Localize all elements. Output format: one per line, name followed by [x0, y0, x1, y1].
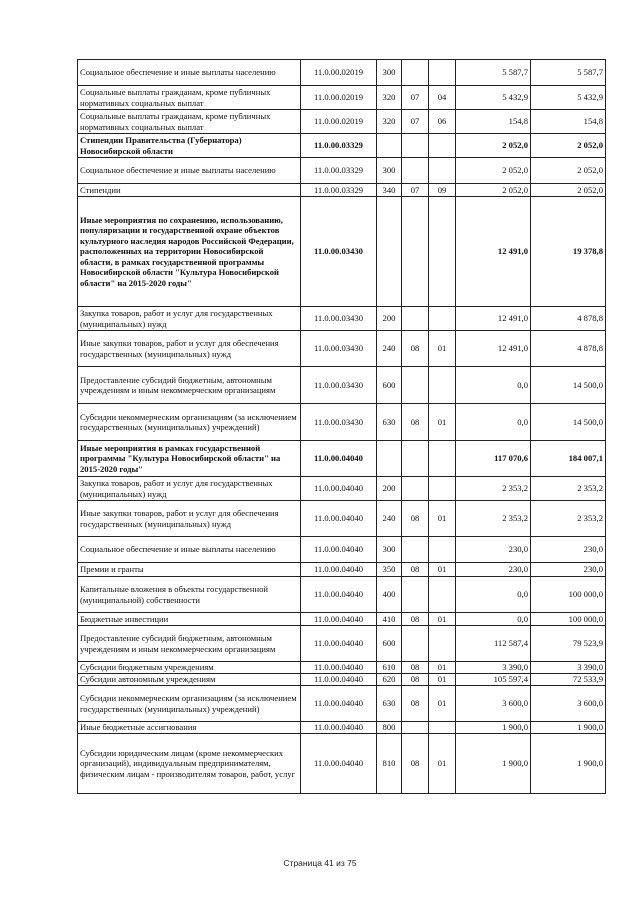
target-article-cell: 11.0.00.02019 [301, 86, 377, 110]
expense-type-cell: 610 [377, 662, 402, 674]
table-row [78, 626, 606, 662]
amount-year1-cell: 3 600,0 [456, 686, 531, 722]
amount-year2-cell: 4 878,8 [531, 331, 606, 367]
amount-year1-cell: 230,0 [456, 563, 531, 577]
table-row [78, 86, 606, 110]
target-article-cell: 11.0.00.03430 [301, 307, 377, 331]
expense-type-cell [377, 197, 402, 307]
amount-year1-cell: 0,0 [456, 613, 531, 626]
amount-year1-cell: 5 432,9 [456, 86, 531, 110]
section-cell [402, 441, 429, 477]
amount-year1-cell: 112 587,4 [456, 626, 531, 662]
row-name-cell: Иные мероприятия по сохранению, использованию, популяризации и государственной охране объектов культурного наследия народов Российской Федерации, расположенных на территории Новосибирской области, в рамках государственной программы Новосибирской области "Культура Новосибирской области" на 2015-2020 годы" [78, 197, 301, 307]
section-cell [402, 307, 429, 331]
amount-year1-cell: 2 052,0 [456, 184, 531, 197]
table-row [78, 613, 606, 626]
target-article-cell: 11.0.00.04040 [301, 674, 377, 686]
target-article-cell: 11.0.00.04040 [301, 563, 377, 577]
amount-year2-cell: 2 052,0 [531, 134, 606, 158]
target-article-cell: 11.0.00.04040 [301, 626, 377, 662]
subsection-cell [429, 158, 456, 184]
amount-year1-cell: 2 052,0 [456, 158, 531, 184]
target-article-cell: 11.0.00.04040 [301, 477, 377, 501]
row-name-cell: Закупка товаров, работ и услуг для государственных (муниципальных) нужд [78, 307, 301, 331]
row-name-cell: Иные закупки товаров, работ и услуг для обеспечения государственных (муниципальных) нужд [78, 331, 301, 367]
table-row [78, 662, 606, 674]
expense-type-cell: 630 [377, 686, 402, 722]
table-row [78, 158, 606, 184]
expense-type-cell: 300 [377, 60, 402, 86]
amount-year1-cell: 5 587,7 [456, 60, 531, 86]
subsection-cell: 09 [429, 184, 456, 197]
target-article-cell: 11.0.00.04040 [301, 577, 377, 613]
expense-type-cell: 200 [377, 477, 402, 501]
amount-year1-cell: 105 597,4 [456, 674, 531, 686]
expense-type-cell: 800 [377, 722, 402, 734]
subsection-cell: 01 [429, 686, 456, 722]
section-cell [402, 134, 429, 158]
amount-year1-cell: 1 900,0 [456, 722, 531, 734]
amount-year1-cell: 117 070,6 [456, 441, 531, 477]
row-name-cell: Субсидии юридическим лицам (кроме некоммерческих организаций), индивидуальным предпринимателям, физическим лицам - производителям товаров, работ, услуг [78, 734, 301, 794]
target-article-cell: 11.0.00.04040 [301, 537, 377, 563]
amount-year2-cell: 2 052,0 [531, 158, 606, 184]
section-cell: 08 [402, 404, 429, 441]
target-article-cell: 11.0.00.04040 [301, 613, 377, 626]
target-article-cell: 11.0.00.03430 [301, 331, 377, 367]
table-row [78, 184, 606, 197]
subsection-cell [429, 307, 456, 331]
table-row [78, 134, 606, 158]
section-cell [402, 197, 429, 307]
row-name-cell: Бюджетные инвестиции [78, 613, 301, 626]
page-number: Страница 41 из 75 [283, 858, 357, 868]
subsection-cell: 01 [429, 331, 456, 367]
target-article-cell: 11.0.00.03329 [301, 184, 377, 197]
row-name-cell: Субсидии некоммерческим организациям (за исключением государственных (муниципальных) учреждений) [78, 686, 301, 722]
amount-year1-cell: 154,8 [456, 110, 531, 134]
section-cell: 07 [402, 184, 429, 197]
amount-year2-cell: 3 600,0 [531, 686, 606, 722]
expense-type-cell: 350 [377, 563, 402, 577]
amount-year2-cell: 14 500,0 [531, 404, 606, 441]
expense-type-cell [377, 134, 402, 158]
row-name-cell: Иные мероприятия в рамках государственной программы "Культура Новосибирской области" на 2015-2020 годы" [78, 441, 301, 477]
row-name-cell: Предоставление субсидий бюджетным, автономным учреждениям и иным некоммерческим организациям [78, 626, 301, 662]
amount-year1-cell: 1 900,0 [456, 734, 531, 794]
section-cell: 07 [402, 110, 429, 134]
amount-year2-cell: 100 000,0 [531, 577, 606, 613]
subsection-cell: 01 [429, 662, 456, 674]
amount-year2-cell: 2 353,2 [531, 501, 606, 537]
row-name-cell: Стипендии [78, 184, 301, 197]
table-row [78, 577, 606, 613]
section-cell: 08 [402, 674, 429, 686]
table-row [78, 197, 606, 307]
target-article-cell: 11.0.00.03430 [301, 197, 377, 307]
subsection-cell [429, 60, 456, 86]
subsection-cell: 01 [429, 404, 456, 441]
section-cell [402, 158, 429, 184]
target-article-cell: 11.0.00.03430 [301, 367, 377, 404]
amount-year1-cell: 12 491,0 [456, 197, 531, 307]
amount-year2-cell: 2 052,0 [531, 184, 606, 197]
subsection-cell [429, 197, 456, 307]
amount-year1-cell: 0,0 [456, 404, 531, 441]
expense-type-cell: 240 [377, 501, 402, 537]
amount-year1-cell: 12 491,0 [456, 331, 531, 367]
target-article-cell: 11.0.00.03329 [301, 158, 377, 184]
target-article-cell: 11.0.00.02019 [301, 60, 377, 86]
table-row [78, 331, 606, 367]
table-row [78, 722, 606, 734]
table-row [78, 674, 606, 686]
amount-year2-cell: 72 533,9 [531, 674, 606, 686]
amount-year2-cell: 4 878,8 [531, 307, 606, 331]
subsection-cell [429, 626, 456, 662]
table-row [78, 477, 606, 501]
table-row [78, 734, 606, 794]
target-article-cell: 11.0.00.04040 [301, 441, 377, 477]
expense-type-cell [377, 441, 402, 477]
subsection-cell [429, 477, 456, 501]
section-cell [402, 537, 429, 563]
row-name-cell: Предоставление субсидий бюджетным, автономным учреждениям и иным некоммерческим организациям [78, 367, 301, 404]
target-article-cell: 11.0.00.03430 [301, 404, 377, 441]
target-article-cell: 11.0.00.04040 [301, 734, 377, 794]
table-row [78, 563, 606, 577]
amount-year2-cell: 19 378,8 [531, 197, 606, 307]
expense-type-cell: 600 [377, 367, 402, 404]
section-cell: 08 [402, 662, 429, 674]
section-cell: 08 [402, 331, 429, 367]
amount-year2-cell: 1 900,0 [531, 734, 606, 794]
table-row [78, 367, 606, 404]
subsection-cell [429, 134, 456, 158]
expense-type-cell: 340 [377, 184, 402, 197]
subsection-cell [429, 441, 456, 477]
subsection-cell: 01 [429, 501, 456, 537]
section-cell: 08 [402, 686, 429, 722]
table-row [78, 686, 606, 722]
amount-year2-cell: 79 523,9 [531, 626, 606, 662]
table-row [78, 307, 606, 331]
section-cell: 08 [402, 613, 429, 626]
subsection-cell: 01 [429, 674, 456, 686]
table-row [78, 404, 606, 441]
table-row [78, 441, 606, 477]
subsection-cell: 06 [429, 110, 456, 134]
row-name-cell: Субсидии бюджетным учреждениям [78, 662, 301, 674]
subsection-cell [429, 722, 456, 734]
row-name-cell: Стипендии Правительства (Губернатора) Новосибирской области [78, 134, 301, 158]
expense-type-cell: 620 [377, 674, 402, 686]
section-cell [402, 60, 429, 86]
row-name-cell: Социальное обеспечение и иные выплаты населению [78, 60, 301, 86]
amount-year1-cell: 0,0 [456, 577, 531, 613]
amount-year1-cell: 0,0 [456, 367, 531, 404]
section-cell: 07 [402, 86, 429, 110]
target-article-cell: 11.0.00.04040 [301, 722, 377, 734]
section-cell: 08 [402, 734, 429, 794]
subsection-cell: 01 [429, 734, 456, 794]
amount-year2-cell: 184 007,1 [531, 441, 606, 477]
section-cell [402, 577, 429, 613]
section-cell [402, 722, 429, 734]
target-article-cell: 11.0.00.03329 [301, 134, 377, 158]
expense-type-cell: 240 [377, 331, 402, 367]
row-name-cell: Социальное обеспечение и иные выплаты населению [78, 158, 301, 184]
amount-year1-cell: 2 353,2 [456, 477, 531, 501]
expense-type-cell: 300 [377, 158, 402, 184]
amount-year2-cell: 100 000,0 [531, 613, 606, 626]
row-name-cell: Социальное обеспечение и иные выплаты населению [78, 537, 301, 563]
expense-type-cell: 400 [377, 577, 402, 613]
amount-year1-cell: 230,0 [456, 537, 531, 563]
section-cell [402, 477, 429, 501]
expense-type-cell: 410 [377, 613, 402, 626]
subsection-cell [429, 577, 456, 613]
amount-year2-cell: 230,0 [531, 563, 606, 577]
subsection-cell [429, 537, 456, 563]
expense-type-cell: 320 [377, 110, 402, 134]
expense-type-cell: 600 [377, 626, 402, 662]
section-cell [402, 626, 429, 662]
target-article-cell: 11.0.00.04040 [301, 501, 377, 537]
amount-year2-cell: 154,8 [531, 110, 606, 134]
row-name-cell: Закупка товаров, работ и услуг для государственных (муниципальных) нужд [78, 477, 301, 501]
amount-year1-cell: 2 353,2 [456, 501, 531, 537]
section-cell: 08 [402, 563, 429, 577]
table-row [78, 501, 606, 537]
row-name-cell: Иные закупки товаров, работ и услуг для обеспечения государственных (муниципальных) нужд [78, 501, 301, 537]
amount-year2-cell: 14 500,0 [531, 367, 606, 404]
amount-year2-cell: 230,0 [531, 537, 606, 563]
expense-type-cell: 320 [377, 86, 402, 110]
expense-type-cell: 630 [377, 404, 402, 441]
section-cell: 08 [402, 501, 429, 537]
target-article-cell: 11.0.00.04040 [301, 686, 377, 722]
target-article-cell: 11.0.00.04040 [301, 662, 377, 674]
amount-year2-cell: 3 390,0 [531, 662, 606, 674]
amount-year1-cell: 12 491,0 [456, 307, 531, 331]
expense-type-cell: 200 [377, 307, 402, 331]
target-article-cell: 11.0.00.02019 [301, 110, 377, 134]
budget-table [77, 59, 606, 794]
subsection-cell [429, 367, 456, 404]
row-name-cell: Социальные выплаты гражданам, кроме публичных нормативных социальных выплат [78, 86, 301, 110]
table-row [78, 60, 606, 86]
row-name-cell: Премии и гранты [78, 563, 301, 577]
budget-table-body [78, 60, 606, 794]
amount-year2-cell: 2 353,2 [531, 477, 606, 501]
subsection-cell: 04 [429, 86, 456, 110]
amount-year2-cell: 5 587,7 [531, 60, 606, 86]
subsection-cell: 01 [429, 563, 456, 577]
subsection-cell: 01 [429, 613, 456, 626]
section-cell [402, 367, 429, 404]
amount-year2-cell: 5 432,9 [531, 86, 606, 110]
table-row [78, 537, 606, 563]
amount-year1-cell: 3 390,0 [456, 662, 531, 674]
amount-year1-cell: 2 052,0 [456, 134, 531, 158]
expense-type-cell: 810 [377, 734, 402, 794]
row-name-cell: Иные бюджетные ассигнования [78, 722, 301, 734]
row-name-cell: Капитальные вложения в объекты государственной (муниципальной) собственности [78, 577, 301, 613]
expense-type-cell: 300 [377, 537, 402, 563]
row-name-cell: Субсидии автономным учреждениям [78, 674, 301, 686]
row-name-cell: Субсидии некоммерческим организациям (за исключением государственных (муниципальных) учреждений) [78, 404, 301, 441]
row-name-cell: Социальные выплаты гражданам, кроме публичных нормативных социальных выплат [78, 110, 301, 134]
amount-year2-cell: 1 900,0 [531, 722, 606, 734]
table-row [78, 110, 606, 134]
